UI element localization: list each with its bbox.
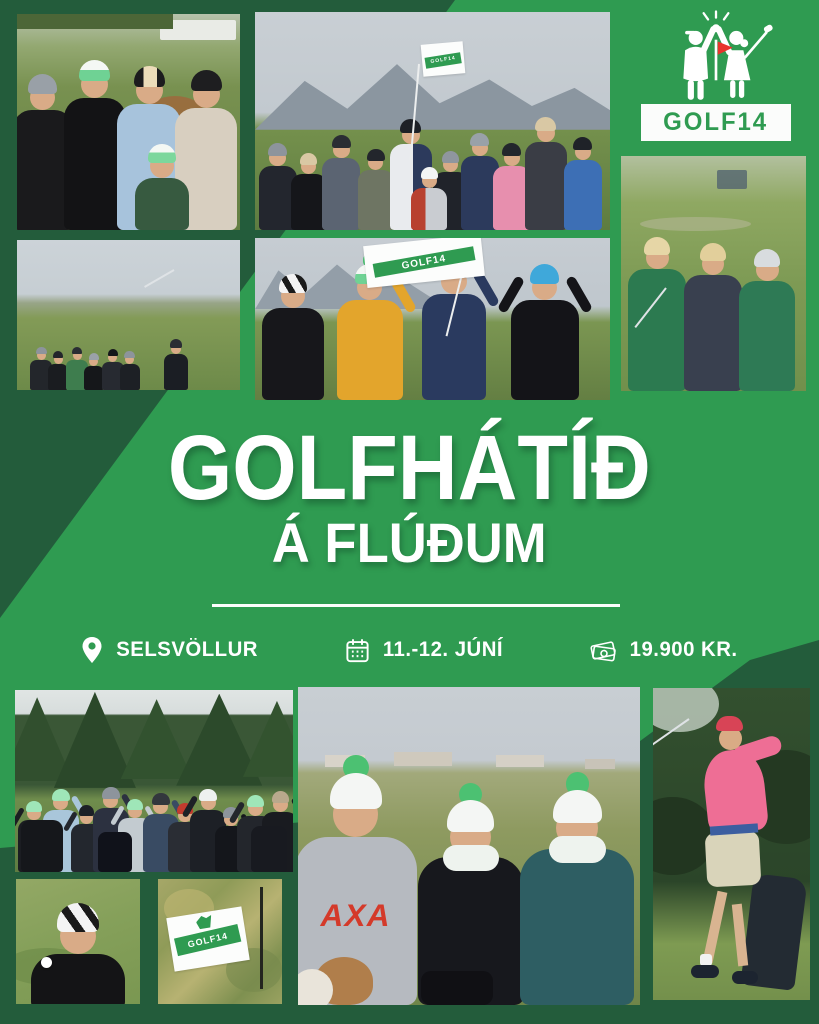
person-figure <box>411 188 447 230</box>
tree <box>121 699 193 779</box>
pompom <box>566 772 590 796</box>
photo-group-mountains <box>255 12 610 230</box>
golf14-flag <box>167 906 251 971</box>
highfive-kids-icon <box>641 10 791 110</box>
golf14-logo <box>628 10 804 148</box>
price-item <box>588 636 739 664</box>
shoe-blob <box>732 971 758 984</box>
shorts-blob <box>705 830 762 887</box>
person-figure <box>120 364 140 390</box>
leg-blob <box>702 890 727 963</box>
golf-bag-blob <box>21 820 63 872</box>
building-blob <box>496 755 544 767</box>
divider-line <box>212 604 620 607</box>
photo-fairway-swing <box>17 240 240 390</box>
person-figure <box>739 281 795 391</box>
hedge-blob <box>17 14 173 29</box>
photo-waving-group <box>15 690 293 872</box>
page-title: GOLFHÁTÍÐ <box>168 417 651 519</box>
banknote-icon <box>588 636 618 664</box>
flag-ribbon-label: GOLF14 <box>373 246 475 278</box>
pompom <box>459 783 482 806</box>
date-item <box>344 637 505 664</box>
person-figure <box>358 170 394 230</box>
photo-boy-golfball <box>16 879 140 1004</box>
raised-arm <box>496 275 524 314</box>
photo-golf14-flag <box>158 879 282 1004</box>
person-figure <box>520 849 634 1005</box>
person-figure <box>322 158 360 230</box>
headline <box>0 417 819 575</box>
path-blob <box>640 217 751 231</box>
person-figure <box>525 142 567 230</box>
golf14-flag <box>421 41 466 77</box>
person-figure <box>291 174 327 230</box>
person-figure <box>511 300 579 400</box>
page-subtitle: Á FLÚÐUM <box>272 511 547 575</box>
shoe-blob <box>691 965 719 978</box>
building-blob <box>717 170 747 189</box>
photo-cheering-flag <box>255 238 610 400</box>
golf-bag-blob <box>421 971 493 1005</box>
red-beanie-blob <box>716 716 743 731</box>
photo-kids-beanies <box>17 14 240 230</box>
person-figure <box>684 275 742 391</box>
person-figure <box>628 269 686 391</box>
person-figure <box>564 160 602 230</box>
sock-blob <box>700 954 712 966</box>
building-blob <box>585 759 615 769</box>
neck-gaiter <box>549 836 606 863</box>
raised-arm <box>565 275 593 314</box>
raised-arm <box>290 797 293 820</box>
golfer-mark <box>196 914 214 929</box>
neck-gaiter <box>443 845 498 871</box>
ribbon-banner <box>641 104 791 141</box>
person-figure <box>84 366 104 390</box>
flagpole <box>260 887 263 990</box>
dates-label: 11.-12. JÚNÍ <box>382 638 503 661</box>
person-figure <box>262 308 324 400</box>
flag-ribbon-label: GOLF14 <box>175 924 243 957</box>
pompom <box>343 755 369 781</box>
photo-pompom-boys <box>298 687 640 1005</box>
golf-bag-blob <box>251 826 287 872</box>
event-details-row <box>80 628 739 672</box>
golf-bag-blob <box>98 832 132 872</box>
jersey-text: AXA <box>320 897 391 934</box>
tree <box>243 701 293 777</box>
person-figure <box>337 300 403 400</box>
person-figure <box>135 178 189 230</box>
golf-club <box>144 269 174 288</box>
price-label: 19.900 KR. <box>629 638 738 661</box>
flag-ribbon-label: GOLF14 <box>424 51 461 67</box>
photo-pink-swing <box>653 688 810 1000</box>
person-figure <box>164 354 188 390</box>
golf-ball <box>41 957 52 968</box>
golf14-flag <box>363 238 485 288</box>
building-blob <box>394 752 452 766</box>
photo-green-sweaters <box>621 156 806 391</box>
sky-patch-blob <box>653 688 719 732</box>
location-item <box>80 636 260 664</box>
location-pin-icon <box>80 636 104 664</box>
calendar-icon <box>344 637 371 664</box>
brand-name: GOLF14 <box>663 108 769 136</box>
location-label: SELSVÖLLUR <box>116 638 258 661</box>
